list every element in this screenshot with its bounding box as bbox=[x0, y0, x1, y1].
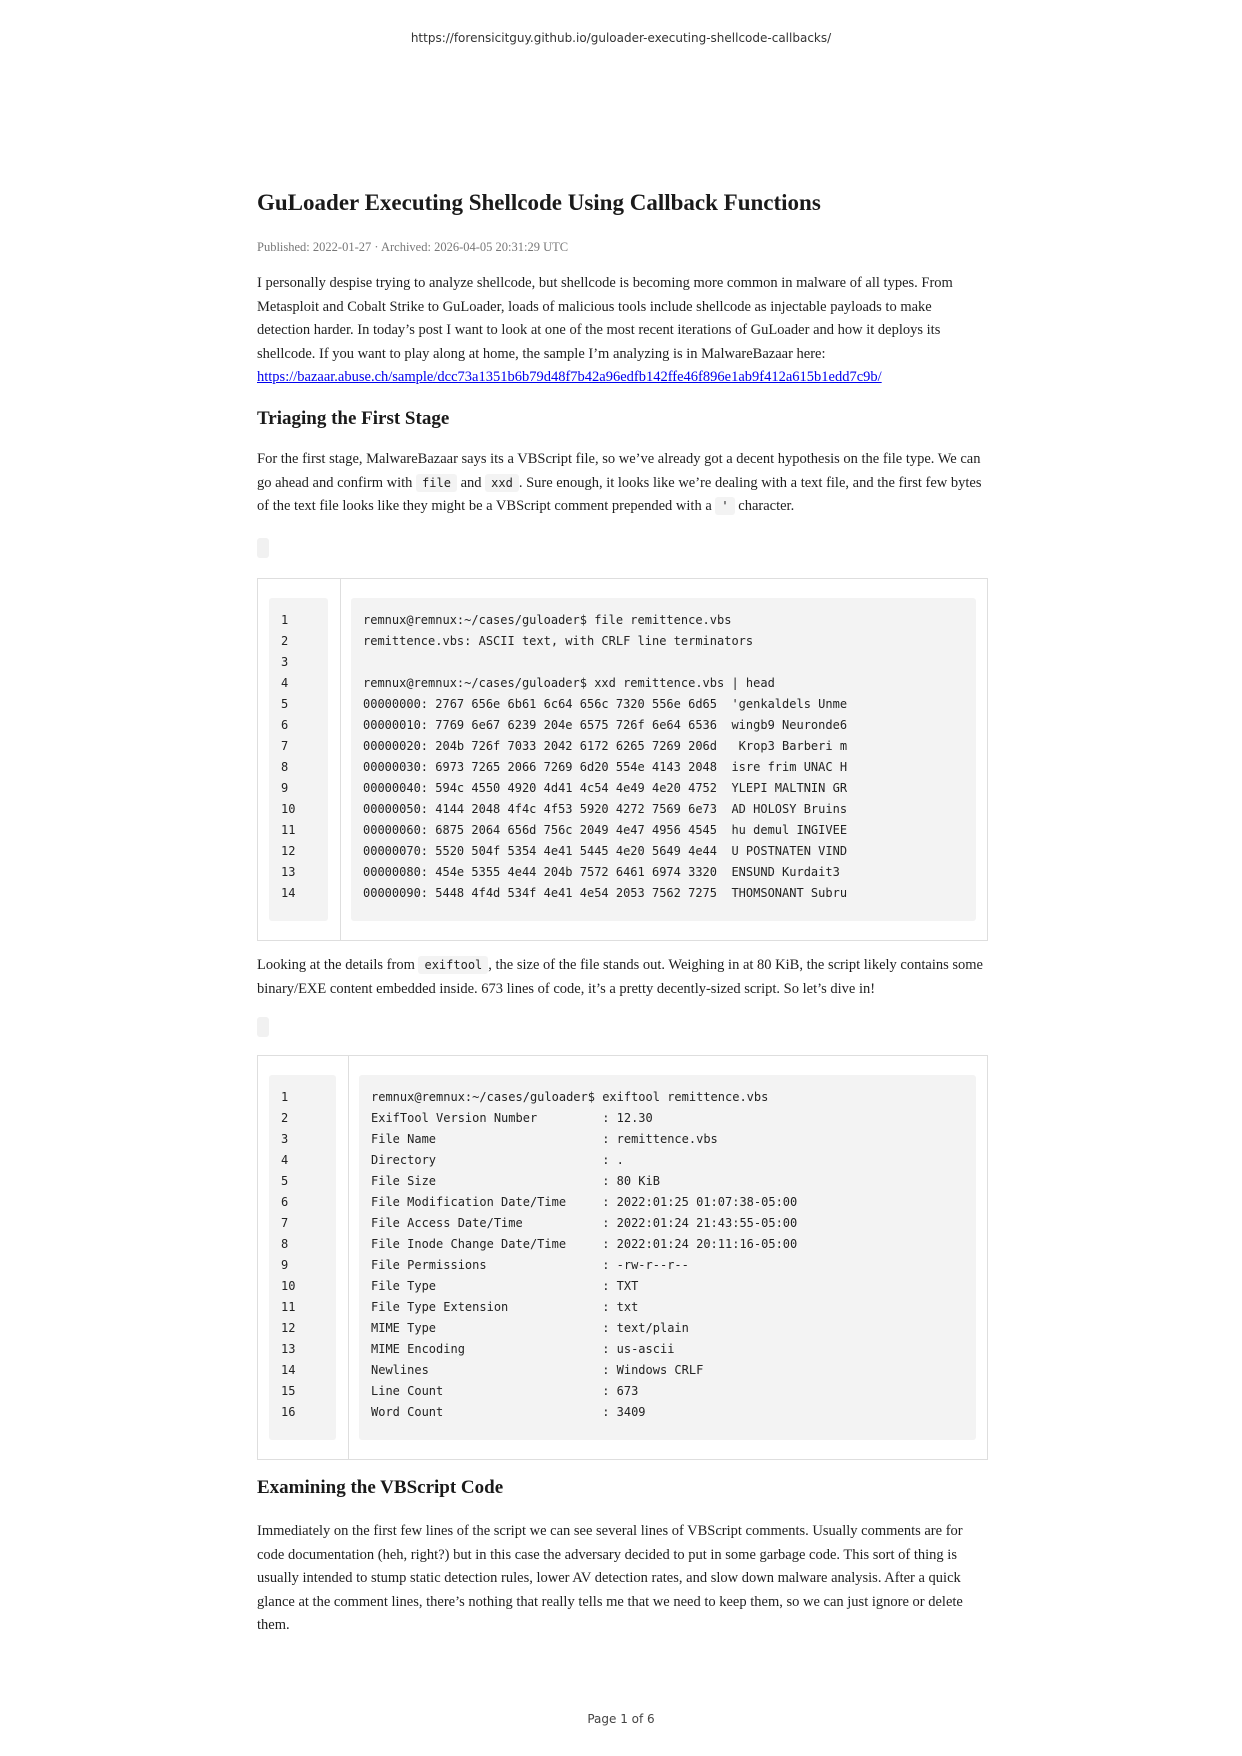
code-line: 00000070: 5520 504f 5354 4e41 5445 4e20 5649 4e44 U POSTNATEN VIND bbox=[363, 844, 848, 858]
inline-code-exiftool: exiftool bbox=[418, 956, 488, 974]
line-number: 8 bbox=[281, 760, 289, 774]
code-content bbox=[351, 598, 976, 921]
line-number-column bbox=[258, 579, 341, 940]
intro-text: I personally despise trying to analyze shellcode, but shellcode is becoming more common in malware of all types. From Metasploit and Cobalt Strike to GuLoader, loads of malicious tools include shellcode as injectable payloads to make detection harder. In today’s post I want to look at one of the most recent iterations of GuLoader and how it deploys its shellcode. If you want to play along at home, the sample I’m analyzing is in MalwareBazaar here: bbox=[257, 275, 953, 362]
exiftool-paragraph bbox=[257, 954, 988, 1001]
intro-paragraph bbox=[257, 272, 988, 390]
line-number: 11 bbox=[281, 823, 296, 837]
code-line: remittence.vbs: ASCII text, with CRLF line terminators bbox=[363, 634, 754, 648]
code-toolbar-stub bbox=[257, 1017, 269, 1037]
exiftool-text-1: Looking at the details from bbox=[257, 957, 415, 973]
line-number: 7 bbox=[281, 1216, 289, 1230]
line-number: 5 bbox=[281, 697, 289, 711]
line-number: 10 bbox=[281, 802, 296, 816]
code-line: 00000040: 594c 4550 4920 4d41 4c54 4e49 4e20 4752 YLEPI MALTNIN GR bbox=[363, 781, 848, 795]
inline-code-quote: ' bbox=[715, 497, 734, 515]
line-number: 14 bbox=[281, 886, 296, 900]
code-line: Word Count : 3409 bbox=[371, 1405, 646, 1419]
line-number: 4 bbox=[281, 1153, 289, 1167]
malwarebazaar-link[interactable]: https://bazaar.abuse.ch/sample/dcc73a1351b6b79d48f7b42a96edfb142ffe46f896e1ab9f412a615b1edd7c9b/ bbox=[257, 369, 882, 385]
inline-code-file: file bbox=[416, 474, 457, 492]
code-line: File Type Extension : txt bbox=[371, 1300, 639, 1314]
vbscript-paragraph: Immediately on the first few lines of the script we can see several lines of VBScript comments. Usually comments are for code documentation (heh, right?) but in this case the adversary decided to put in some garbage code. This sort of thing is usually intended to stump static detection rules, lower AV detection rates, and slow down malware analysis. After a quick glance at the comment lines, there’s nothing that really tells me that we need to keep them, so we can just ignore or delete them. bbox=[257, 1523, 963, 1633]
code-line: 00000030: 6973 7265 2066 7269 6d20 554e 4143 2048 isre frim UNAC H bbox=[363, 760, 848, 774]
code-line: File Size : 80 KiB bbox=[371, 1174, 660, 1188]
code-line: File Inode Change Date/Time : 2022:01:24 20:11:16-05:00 bbox=[371, 1237, 798, 1251]
code-line: File Access Date/Time : 2022:01:24 21:43:55-05:00 bbox=[371, 1216, 798, 1230]
code-line: remnux@remnux:~/cases/guloader$ xxd remittence.vbs | head bbox=[363, 676, 775, 690]
line-number: 7 bbox=[281, 739, 289, 753]
code-line: 00000000: 2767 656e 6b61 6c64 656c 7320 556e 6d65 'genkaldels Unme bbox=[363, 697, 848, 711]
line-number: 16 bbox=[281, 1405, 296, 1419]
article-meta: Published: 2022-01-27 · Archived: 2026-04-05 20:31:29 UTC bbox=[257, 240, 569, 254]
line-number: 2 bbox=[281, 1111, 289, 1125]
code-line: File Type : TXT bbox=[371, 1279, 639, 1293]
line-number: 9 bbox=[281, 781, 289, 795]
triage-paragraph bbox=[257, 448, 988, 519]
code-line: 00000010: 7769 6e67 6239 204e 6575 726f 6e64 6536 wingb9 Neuronde6 bbox=[363, 718, 848, 732]
code-line: File Name : remittence.vbs bbox=[371, 1132, 718, 1146]
section-heading-triage: Triaging the First Stage bbox=[257, 408, 450, 429]
code-line: 00000050: 4144 2048 4f4c 4f53 5920 4272 7569 6e73 AD HOLOSY Bruins bbox=[363, 802, 848, 816]
code-line: 00000090: 5448 4f4d 534f 4e41 4e54 2053 7562 7275 THOMSONANT Subru bbox=[363, 886, 848, 900]
line-number: 12 bbox=[281, 1321, 296, 1335]
code-line: ExifTool Version Number : 12.30 bbox=[371, 1111, 653, 1125]
line-number-gutter bbox=[269, 1075, 336, 1440]
code-line: remnux@remnux:~/cases/guloader$ exiftool remittence.vbs bbox=[371, 1090, 769, 1104]
code-line: 00000020: 204b 726f 7033 2042 6172 6265 7269 206d Krop3 Barberi m bbox=[363, 739, 848, 753]
line-number: 9 bbox=[281, 1258, 289, 1272]
line-number: 5 bbox=[281, 1174, 289, 1188]
code-line: Directory : . bbox=[371, 1153, 624, 1167]
code-toolbar-stub bbox=[257, 538, 269, 558]
triage-text-and: and bbox=[460, 474, 482, 491]
line-number: 15 bbox=[281, 1384, 296, 1398]
section-heading-vbscript: Examining the VBScript Code bbox=[257, 1477, 504, 1498]
line-number: 6 bbox=[281, 718, 289, 732]
line-number: 12 bbox=[281, 844, 296, 858]
line-number: 11 bbox=[281, 1300, 296, 1314]
code-block-exiftool bbox=[257, 1055, 988, 1460]
code-line: 00000080: 454e 5355 4e44 204b 7572 6461 6974 3320 ENSUND Kurdait3 bbox=[363, 865, 840, 879]
inline-code-xxd: xxd bbox=[485, 474, 519, 492]
page-number: Page 1 of 6 bbox=[587, 1712, 655, 1726]
line-number: 14 bbox=[281, 1363, 296, 1377]
code-line: Newlines : Windows CRLF bbox=[371, 1363, 704, 1377]
triage-text-1: For the first stage, MalwareBazaar says its a VBScript file, so we’ve already got a decent hypothesis on the file type. We can go ahead and confirm with bbox=[257, 451, 981, 491]
code-line: File Modification Date/Time : 2022:01:25 01:07:38-05:00 bbox=[371, 1195, 798, 1209]
code-content bbox=[359, 1075, 976, 1440]
line-number-gutter bbox=[269, 598, 328, 921]
line-number: 13 bbox=[281, 1342, 296, 1356]
code-line: MIME Type : text/plain bbox=[371, 1321, 689, 1335]
page-url-header: https://forensicitguy.github.io/guloader-executing-shellcode-callbacks/ bbox=[410, 31, 832, 45]
line-number: 2 bbox=[281, 634, 289, 648]
code-line: File Permissions : -rw-r--r-- bbox=[371, 1258, 689, 1272]
line-number: 13 bbox=[281, 865, 296, 879]
code-line: MIME Encoding : us-ascii bbox=[371, 1342, 675, 1356]
line-number: 10 bbox=[281, 1279, 296, 1293]
code-line: Line Count : 673 bbox=[371, 1384, 639, 1398]
code-block-xxd bbox=[257, 578, 988, 941]
exiftool-text-2: , the size of the file stands out. Weighing in at 80 KiB, the script likely contains some binary/EXE content embedded inside. 673 lines of code, it’s a pretty decently-sized script. So let’s dive in! bbox=[257, 957, 983, 997]
line-number: 3 bbox=[281, 655, 289, 669]
article-title: GuLoader Executing Shellcode Using Callback Functions bbox=[257, 190, 821, 215]
line-number: 1 bbox=[281, 613, 289, 627]
line-number: 1 bbox=[281, 1090, 289, 1104]
line-number: 8 bbox=[281, 1237, 289, 1251]
line-number: 3 bbox=[281, 1132, 289, 1146]
line-number: 6 bbox=[281, 1195, 289, 1209]
code-line: remnux@remnux:~/cases/guloader$ file remittence.vbs bbox=[363, 613, 732, 627]
triage-text-2: . Sure enough, it looks like we’re dealing with a text file, and the first few bytes of the text file looks like they might be a VBScript comment prepended with a bbox=[257, 474, 982, 514]
line-number-column bbox=[258, 1056, 349, 1459]
code-line bbox=[351, 652, 976, 673]
line-number: 4 bbox=[281, 676, 289, 690]
triage-text-3: character. bbox=[738, 498, 795, 514]
code-line: 00000060: 6875 2064 656d 756c 2049 4e47 4956 4545 hu demul INGIVEE bbox=[363, 823, 848, 837]
